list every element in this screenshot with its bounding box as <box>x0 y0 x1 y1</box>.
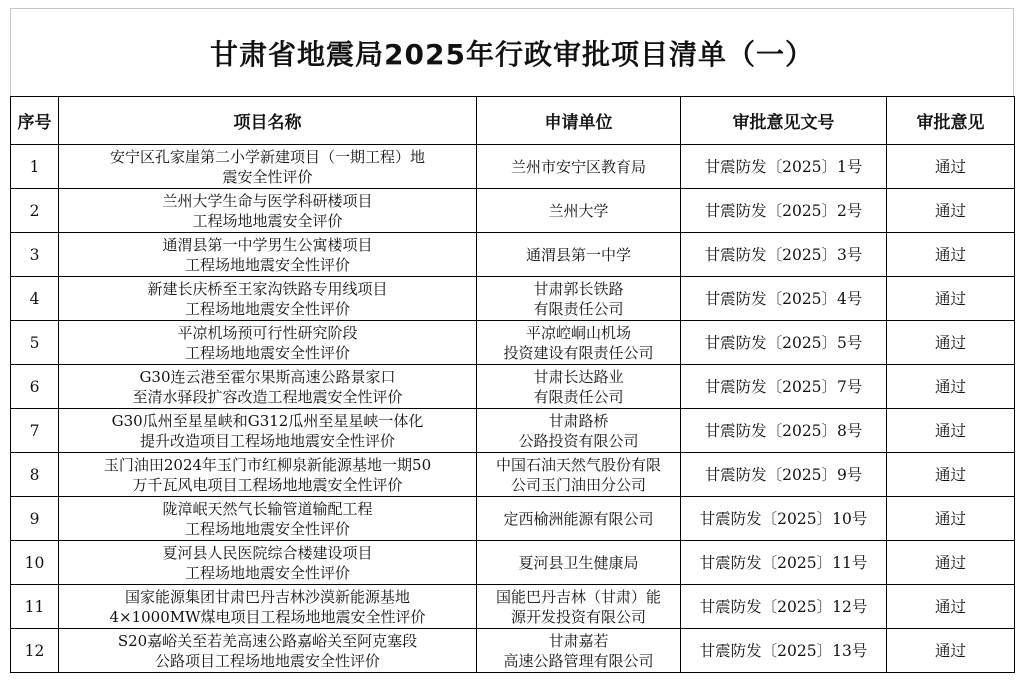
approval-table <box>10 96 1015 673</box>
cell-project-name <box>59 585 477 629</box>
project-name-line: 兰州大学生命与医学科研楼项目 <box>162 191 373 210</box>
cell-project-name <box>59 497 477 541</box>
cell-approval-opinion: 通过 <box>887 453 1015 497</box>
project-name-line: 工程场地地震安全性评价 <box>184 519 350 538</box>
project-name-line: 震安全性评价 <box>222 167 313 186</box>
project-name-line: 万千瓦风电项目工程场地地震安全性评价 <box>132 475 403 494</box>
project-name-line: 工程场地地震安全性评价 <box>184 255 350 274</box>
cell-project-name <box>59 365 477 409</box>
cell-document-number: 甘震防发〔2025〕7号 <box>681 365 887 409</box>
applicant-unit-line: 公司玉门油田分公司 <box>510 475 646 494</box>
cell-document-number: 甘震防发〔2025〕12号 <box>681 585 887 629</box>
cell-document-number: 甘震防发〔2025〕11号 <box>681 541 887 585</box>
cell-applicant-unit <box>477 585 681 629</box>
cell-index: 6 <box>11 365 59 409</box>
applicant-unit-line: 有限责任公司 <box>533 387 624 406</box>
cell-approval-opinion: 通过 <box>887 409 1015 453</box>
cell-project-name <box>59 145 477 189</box>
cell-applicant-unit <box>477 189 681 233</box>
cell-approval-opinion: 通过 <box>887 233 1015 277</box>
cell-index: 2 <box>11 189 59 233</box>
table-row <box>11 189 1015 233</box>
table-row <box>11 277 1015 321</box>
cell-applicant-unit <box>477 321 681 365</box>
project-name-line: 新建长庆桥至王家沟铁路专用线项目 <box>147 279 388 298</box>
cell-applicant-unit <box>477 277 681 321</box>
project-name-line: G30连云港至霍尔果斯高速公路景家口 <box>139 367 396 386</box>
cell-index: 3 <box>11 233 59 277</box>
cell-document-number: 甘震防发〔2025〕3号 <box>681 233 887 277</box>
cell-applicant-unit <box>477 233 681 277</box>
cell-project-name <box>59 629 477 673</box>
cell-project-name <box>59 189 477 233</box>
cell-index: 5 <box>11 321 59 365</box>
applicant-unit-line: 甘肃长达路业 <box>533 367 624 386</box>
project-name-line: 工程场地地震安全性评价 <box>184 343 350 362</box>
page-title: 甘肃省地震局2025年行政审批项目清单（一） <box>210 37 814 71</box>
document-sheet <box>10 8 1014 684</box>
applicant-unit-line: 夏河县卫生健康局 <box>518 553 639 572</box>
table-row <box>11 321 1015 365</box>
cell-document-number: 甘震防发〔2025〕10号 <box>681 497 887 541</box>
cell-applicant-unit <box>477 629 681 673</box>
table-header-row <box>11 97 1015 145</box>
applicant-unit-line: 高速公路管理有限公司 <box>503 651 654 670</box>
cell-approval-opinion: 通过 <box>887 189 1015 233</box>
applicant-unit-line: 兰州市安宁区教育局 <box>510 157 646 176</box>
project-name-line: 工程场地地震安全性评价 <box>184 299 350 318</box>
cell-index: 7 <box>11 409 59 453</box>
project-name-line: 4×1000MW煤电项目工程场地地震安全性评价 <box>109 607 426 626</box>
table-row <box>11 145 1015 189</box>
cell-approval-opinion: 通过 <box>887 365 1015 409</box>
project-name-line: 国家能源集团甘肃巴丹吉林沙漠新能源基地 <box>124 587 410 606</box>
table-row <box>11 497 1015 541</box>
cell-project-name <box>59 541 477 585</box>
cell-project-name <box>59 233 477 277</box>
cell-index: 8 <box>11 453 59 497</box>
project-name-line: 安宁区孔家崖第二小学新建项目（一期工程）地 <box>109 147 425 166</box>
header-applicant-unit: 申请单位 <box>477 97 681 145</box>
cell-index: 9 <box>11 497 59 541</box>
project-name-line: 玉门油田2024年玉门市红柳泉新能源基地一期50 <box>103 455 432 474</box>
project-name-line: 公路项目工程场地地震安全性评价 <box>154 651 380 670</box>
cell-index: 12 <box>11 629 59 673</box>
project-name-line: 陇漳岷天然气长输管道输配工程 <box>162 499 373 518</box>
cell-approval-opinion: 通过 <box>887 541 1015 585</box>
applicant-unit-line: 有限责任公司 <box>533 299 624 318</box>
applicant-unit-line: 通渭县第一中学 <box>525 245 631 264</box>
cell-document-number: 甘震防发〔2025〕1号 <box>681 145 887 189</box>
project-name-line: 工程场地地震安全性评价 <box>184 563 350 582</box>
cell-applicant-unit <box>477 365 681 409</box>
cell-document-number: 甘震防发〔2025〕13号 <box>681 629 887 673</box>
header-approval-opinion: 审批意见 <box>887 97 1015 145</box>
cell-document-number: 甘震防发〔2025〕9号 <box>681 453 887 497</box>
cell-approval-opinion: 通过 <box>887 277 1015 321</box>
table-row <box>11 233 1015 277</box>
project-name-line: 提升改造项目工程场地地震安全性评价 <box>139 431 395 450</box>
table-row <box>11 453 1015 497</box>
cell-approval-opinion: 通过 <box>887 585 1015 629</box>
cell-index: 1 <box>11 145 59 189</box>
cell-applicant-unit <box>477 409 681 453</box>
applicant-unit-line: 平凉崆峒山机场 <box>525 323 631 342</box>
cell-approval-opinion: 通过 <box>887 145 1015 189</box>
applicant-unit-line: 甘肃路桥 <box>548 411 609 430</box>
applicant-unit-line: 公路投资有限公司 <box>518 431 639 450</box>
project-name-line: G30瓜州至星星峡和G312瓜州至星星峡一体化 <box>111 411 424 430</box>
cell-index: 11 <box>11 585 59 629</box>
cell-project-name <box>59 409 477 453</box>
header-index: 序号 <box>11 97 59 145</box>
applicant-unit-line: 投资建设有限责任公司 <box>503 343 654 362</box>
table-row <box>11 629 1015 673</box>
cell-index: 10 <box>11 541 59 585</box>
applicant-unit-line: 甘肃嘉若 <box>548 631 609 650</box>
applicant-unit-line: 甘肃郭长铁路 <box>533 279 624 298</box>
project-name-line: 夏河县人民医院综合楼建设项目 <box>162 543 373 562</box>
cell-document-number: 甘震防发〔2025〕4号 <box>681 277 887 321</box>
cell-index: 4 <box>11 277 59 321</box>
cell-project-name <box>59 321 477 365</box>
cell-project-name <box>59 277 477 321</box>
project-name-line: 工程场地地震安全评价 <box>192 211 343 230</box>
project-name-line: S20嘉峪关至若羌高速公路嘉峪关至阿克塞段 <box>117 631 418 650</box>
table-row <box>11 409 1015 453</box>
project-name-line: 平凉机场预可行性研究阶段 <box>177 323 358 342</box>
cell-approval-opinion: 通过 <box>887 497 1015 541</box>
table-row <box>11 585 1015 629</box>
project-name-line: 至清水驿段扩容改造工程地震安全性评价 <box>132 387 403 406</box>
applicant-unit-line: 定西榆洲能源有限公司 <box>503 509 654 528</box>
applicant-unit-line: 源开发投资有限公司 <box>510 607 646 626</box>
header-project-name: 项目名称 <box>59 97 477 145</box>
applicant-unit-line: 兰州大学 <box>548 201 609 220</box>
title-row <box>10 8 1014 96</box>
cell-applicant-unit <box>477 541 681 585</box>
cell-approval-opinion: 通过 <box>887 629 1015 673</box>
table-row <box>11 365 1015 409</box>
header-document-number: 审批意见文号 <box>681 97 887 145</box>
project-name-line: 通渭县第一中学男生公寓楼项目 <box>162 235 373 254</box>
cell-applicant-unit <box>477 497 681 541</box>
cell-applicant-unit <box>477 145 681 189</box>
cell-document-number: 甘震防发〔2025〕2号 <box>681 189 887 233</box>
table-row <box>11 541 1015 585</box>
cell-applicant-unit <box>477 453 681 497</box>
cell-project-name <box>59 453 477 497</box>
applicant-unit-line: 国能巴丹吉林（甘肃）能 <box>495 587 661 606</box>
cell-document-number: 甘震防发〔2025〕5号 <box>681 321 887 365</box>
cell-document-number: 甘震防发〔2025〕8号 <box>681 409 887 453</box>
cell-approval-opinion: 通过 <box>887 321 1015 365</box>
applicant-unit-line: 中国石油天然气股份有限 <box>495 455 661 474</box>
